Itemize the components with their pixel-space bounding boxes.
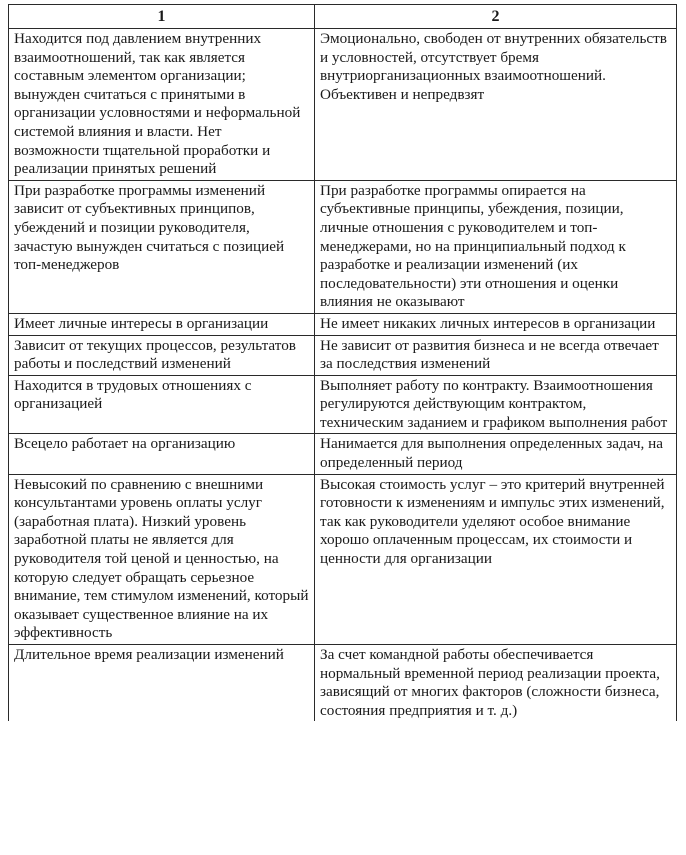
table-cell-left [9, 180, 315, 313]
table-row [9, 474, 677, 644]
cell-text: Не зависит от развития бизнеса и не всегда отвечает за последствия изменений [320, 336, 659, 373]
table-cell-left [9, 313, 315, 335]
cell-text: Зависит от текущих процессов, результатов работы и последствий изменений [14, 336, 296, 373]
table-cell-left [9, 645, 315, 722]
column-header-2: 2 [315, 5, 677, 29]
cell-text: За счет командной работы обеспечивается нормальный временной период реализации проекта, зависящий от многих факторов (сложности бизнеса, состояния предприятия и т. д.) [320, 646, 660, 719]
table-row [9, 29, 677, 181]
cell-text: Нанимается для выполнения определенных задач, на определенный период [320, 435, 663, 472]
table-cell-right [315, 375, 677, 434]
cell-text: При разработке программы изменений зависит от субъективных принципов, убеждений и позиции руководителя, зачастую вынужден считаться с позицией топ-менеджеров [14, 181, 285, 274]
cell-text: Находится под давлением внутренних взаимоотношений, так как является составным элементом организации; вынужден считаться с принятыми в организации условностями и неформальной системой влияния и власти. Нет возможности тщательной проработки и реализации принятых решений [14, 30, 301, 178]
cell-text: Находится в трудовых отношениях с организацией [14, 376, 252, 413]
cell-text: Длительное время реализации изменений [14, 646, 284, 663]
cell-text: Выполняет работу по контракту. Взаимоотношения регулируются действующим контрактом, техническим заданием и графиком выполнения работ [320, 376, 668, 431]
table-cell-right [315, 313, 677, 335]
cell-text: Высокая стоимость услуг – это критерий внутренней готовности к изменениям и импульс этих изменений, так как руководители уделяют особое внимание хорошо оплаченным процессам, их стоимости и ценности для организации [320, 475, 665, 568]
table-row [9, 645, 677, 722]
table-cell-right [315, 180, 677, 313]
cell-text: Имеет личные интересы в организации [14, 314, 269, 332]
comparison-table [8, 4, 677, 721]
table-row [9, 335, 677, 375]
table-body [9, 29, 677, 722]
table-cell-left [9, 375, 315, 434]
table-cell-right [315, 335, 677, 375]
table-row [9, 434, 677, 474]
table-cell-left [9, 29, 315, 181]
header-row [9, 5, 677, 29]
cell-text: Невысокий по сравнению с внешними консультантами уровень оплаты услуг (заработная плата). Низкий уровень заработной платы не является для руководителя той ценой и ценностью, на которую следует обращать серьезное внимание, тем стимулом изменений, который оказывает существенное влияние на их эффективность [14, 475, 309, 642]
table-cell-left [9, 335, 315, 375]
table-cell-right [315, 29, 677, 181]
table-cell-right [315, 434, 677, 474]
table-cell-right [315, 474, 677, 644]
cell-text: Всецело работает на организацию [14, 435, 236, 453]
cell-text: Не имеет никаких личных интересов в организации [320, 314, 656, 332]
table-cell-left [9, 474, 315, 644]
table-header [9, 5, 677, 29]
cell-text: Эмоционально, свободен от внутренних обязательств и условностей, отсутствует бремя внутриорганизационных взаимоотношений. Объективен и непредвзят [320, 30, 667, 103]
table-row [9, 313, 677, 335]
table-row [9, 375, 677, 434]
table-row [9, 180, 677, 313]
column-header-1: 1 [9, 5, 315, 29]
table-cell-right [315, 645, 677, 722]
table-cell-left [9, 434, 315, 474]
cell-text: При разработке программы опирается на субъективные принципы, убеждения, позиции, личные отношения с руководителем и топ-менеджерами, но на принципиальный подход к разработке и реализации изменений (их последовательности) эти отношения и оценки влияния не оказывают [320, 181, 626, 311]
